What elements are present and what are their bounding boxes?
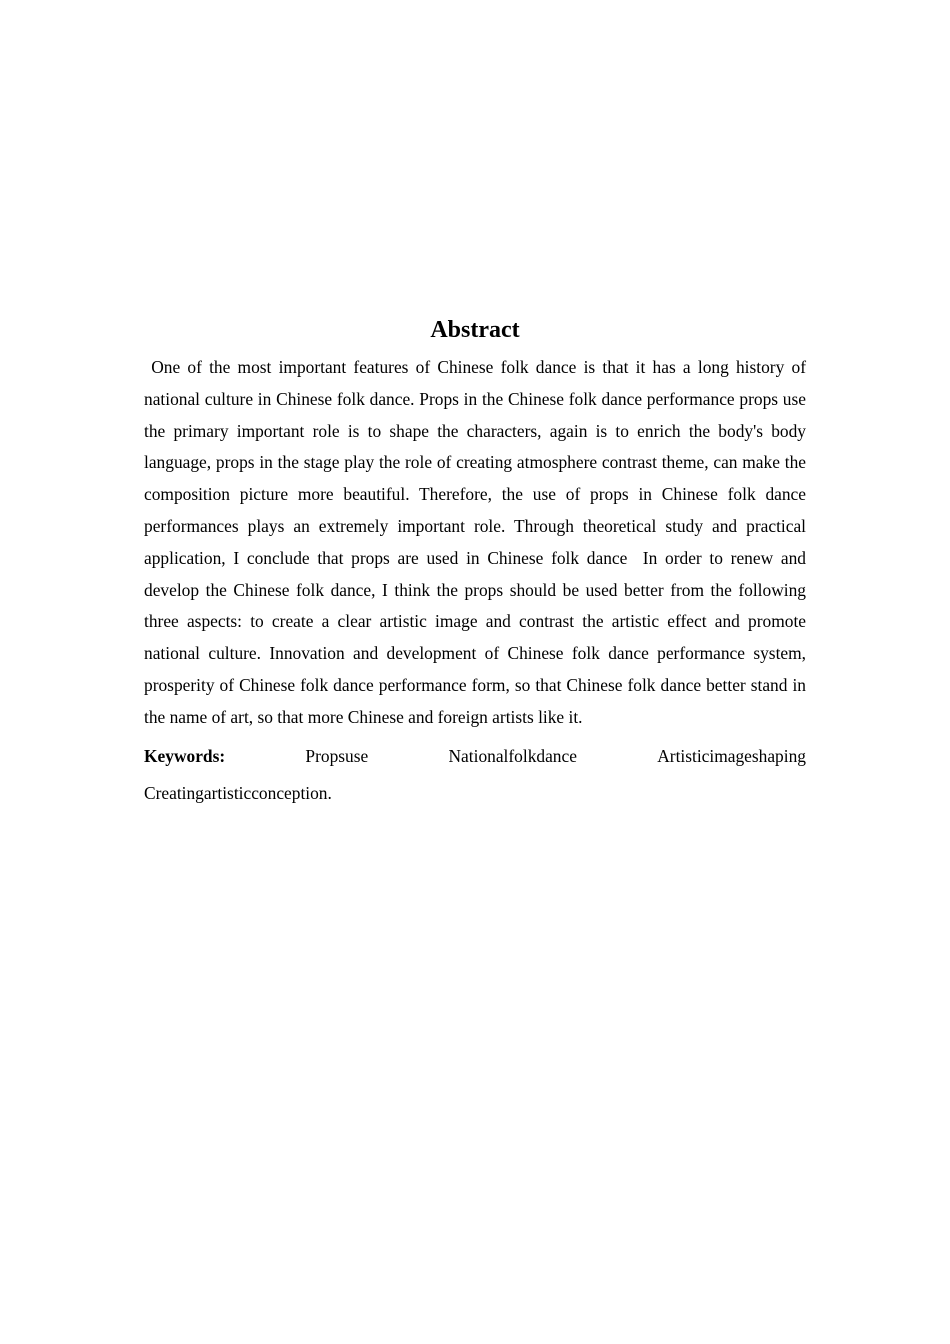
keyword-item: Nationalfolkdance (448, 745, 577, 766)
keyword-item: Creatingartisticconception. (144, 782, 332, 803)
abstract-title: Abstract (430, 317, 520, 343)
keywords-block (144, 740, 806, 814)
abstract-paragraph: One of the most important features of Chinese folk dance is that it has a long history of national culture in Chinese folk dance. Props in the Chinese folk dance performance props use the primary important role is to shape the characters, again is to enrich the body's body language, props in the stage play the role of creating atmosphere contrast theme, can make the composition picture more beautiful. Therefore, the use of props in Chinese folk dance performances plays an extremely important role. Through theoretical study and practical application, I conclude that props are used in Chinese folk dance In order to renew and develop the Chinese folk dance, I think the props should be used better from the following three aspects: to create a clear artistic image and contrast the artistic effect and promote national culture. Innovation and development of Chinese folk dance performance system, prosperity of Chinese folk dance performance form, so that Chinese folk dance better stand in the name of art, so that more Chinese and foreign artists like it. (144, 357, 811, 727)
keyword-item: Propsuse (305, 745, 369, 766)
keywords-line (144, 740, 806, 772)
keywords-line (144, 772, 806, 814)
keywords-label: Keywords: (144, 745, 226, 766)
keyword-item: Artisticimageshaping (657, 745, 806, 766)
abstract-section (144, 314, 811, 814)
